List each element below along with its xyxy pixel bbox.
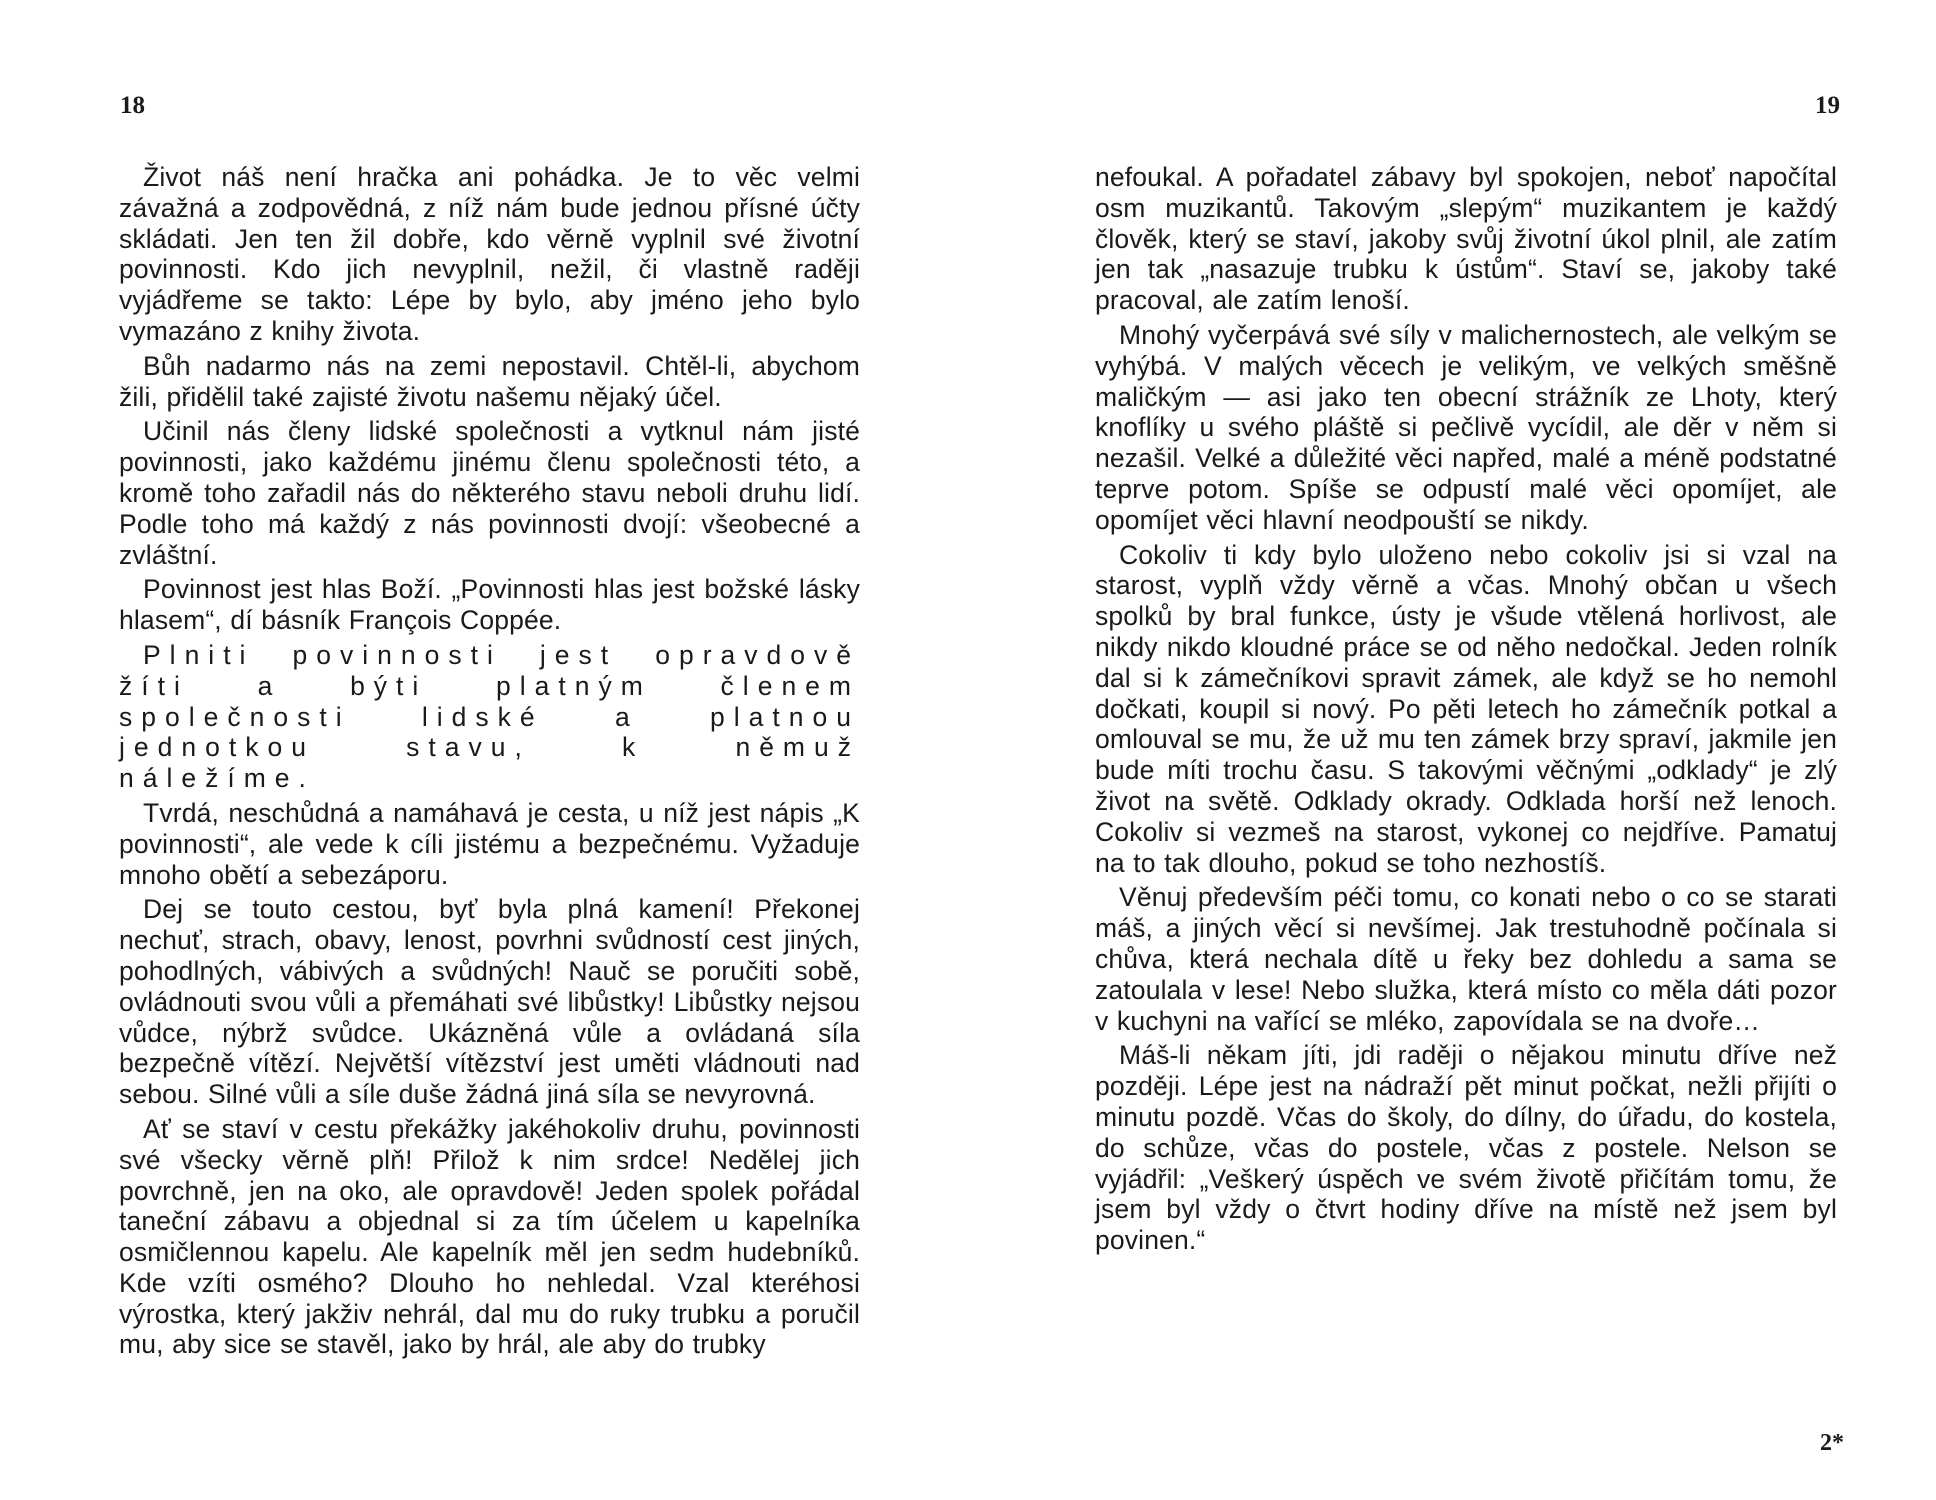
- paragraph: Povinnost jest hlas Boží. „Povinnosti hlas jest božské lásky hlasem“, dí básník François Coppée.: [119, 574, 860, 636]
- paragraph: Cokoliv ti kdy bylo uloženo nebo cokoliv jsi si vzal na starost, vyplň vždy věrně a včas. Mnohý občan u všech spolků by bral funkce, ústy je všude vtělená horlivost, ale nikdy nikdo kloudné práce se od něho nedočkal. Jeden rolník dal si k zámečníkovi spravit zámek, ale když se ho nemohl dočkati, koupil si nový. Po pěti letech ho zámečník potkal a omlouval se mu, že už mu ten zámek brzy spraví, jakmile jen bude míti trochu času. S takovými věčnými „odklady“ je zlý život na světě. Odklady okrady. Odklada horší než lenoch. Cokoliv si vezmeš na starost, vykonej co nejdříve. Pamatuj na to tak dlouho, pokud se toho nezhostíš.: [1095, 539, 1837, 878]
- paragraph-emphasized: Plniti povinnosti jest opravdově žíti a býti platným členem společnosti lidské a platnou jednotkou stavu, k němuž náležíme.: [119, 639, 860, 794]
- paragraph: Bůh nadarmo nás na zemi nepostavil. Chtěl-li, abychom žili, přidělil také zajisté životu našemu nějaký účel.: [119, 350, 860, 412]
- paragraph: Učinil nás členy lidské společnosti a vytknul nám jisté povinnosti, jako každému jinému členu společnosti této, a kromě toho zařadil nás do některého stavu neboli druhu lidí. Podle toho má každý z nás povinnosti dvojí: všeobecné a zvláštní.: [119, 416, 860, 570]
- paragraph: Věnuj především péči tomu, co konati nebo o co se starati máš, a jiných věcí si nevšímej. Jak trestuhodně počínala si chůva, která nechala dítě u řeky bez dohledu a sama se zatoulala v lese! Nebo služka, která místo co měla dáti pozor v kuchyni na vařící se mléko, zapovídala se na dvoře…: [1095, 882, 1837, 1036]
- left-page-text: [119, 162, 860, 1364]
- paragraph: Mnohý vyčerpává své síly v malichernostech, ale velkým se vyhýbá. V malých věcech je velikým, ve velkých směšně maličkým — asi jako ten obecní strážník ze Lhoty, který knoflíky u svého pláště si pečlivě vycídil, ale děr v něm si nezašil. Velké a důležité věci napřed, malé a méně podstatné teprve potom. Spíše se odpustí malé věci opomíjet, ale opomíjet věci hlavní neodpouští se nikdy.: [1095, 319, 1837, 535]
- paragraph: Dej se touto cestou, byť byla plná kamení! Překonej nechuť, strach, obavy, lenost, povrhni svůdností cest jiných, pohodlných, vábivých a svůdných! Nauč se poručiti sobě, ovládnouti svou vůli a přemáhati své libůstky! Libůstky nejsou vůdce, nýbrž svůdce. Ukázněná vůle a ovládaná síla bezpečně vítězí. Největší vítězství jest uměti vládnouti nad sebou. Silné vůli a síle duše žádná jiná síla se nevyrovná.: [119, 894, 860, 1110]
- paragraph-continuation: nefoukal. A pořadatel zábavy byl spokojen, neboť napočítal osm muzikantů. Takovým „slepým“ muzikantem je každý člověk, který se staví, jakoby svůj životní úkol plnil, ale zatím jen tak „nasazuje trubku k ústům“. Staví se, jakoby také pracoval, ale zatím lenoší.: [1095, 162, 1837, 316]
- right-page: [968, 0, 1936, 1500]
- sheet-signature: 2*: [1820, 1430, 1844, 1456]
- right-page-text: [1095, 162, 1837, 1260]
- paragraph: Ať se staví v cestu překážky jakéhokoliv druhu, povinnosti své všecky věrně plň! Přilož k nim srdce! Nedělej jich povrchně, jen na oko, ale opravdově! Jeden spolek pořádal taneční zábavu a objednal si za tím účelem u kapelníka osmičlennou kapelu. Ale kapelník měl jen sedm hudebníků. Kde vzíti osmého? Dlouho ho nehledal. Vzal kteréhosi výrostka, který jakživ nehrál, dal mu do ruky trubku a poručil mu, aby sice se stavěl, jako by hrál, ale aby do trubky: [119, 1113, 860, 1360]
- page-number-right: 19: [1815, 92, 1840, 119]
- paragraph: Tvrdá, neschůdná a namáhavá je cesta, u níž jest nápis „K povinnosti“, ale vede k cíli jistému a bezpečnému. Vyžaduje mnoho obětí a sebezáporu.: [119, 797, 860, 890]
- paragraph: Máš-li někam jíti, jdi raději o nějakou minutu dříve než později. Lépe jest na nádraží pět minut počkat, nežli přijíti o minutu pozdě. Včas do školy, do dílny, do úřadu, do kostela, do schůze, včas do postele, včas z postele. Nelson se vyjádřil: „Veškerý úspěch ve svém životě přičítám tomu, že jsem byl vždy o čtvrt hodiny dříve na místě než jsem byl povinen.“: [1095, 1040, 1837, 1256]
- paragraph: Život náš není hračka ani pohádka. Je to věc velmi závažná a zodpovědná, z níž nám bude jednou přísné účty skládati. Jen ten žil dobře, kdo věrně vyplnil své životní povinnosti. Kdo jich nevyplnil, nežil, či vlastně raději vyjádřeme se takto: Lépe by bylo, aby jméno jeho bylo vymazáno z knihy života.: [119, 162, 860, 346]
- page-number-left: 18: [120, 92, 145, 119]
